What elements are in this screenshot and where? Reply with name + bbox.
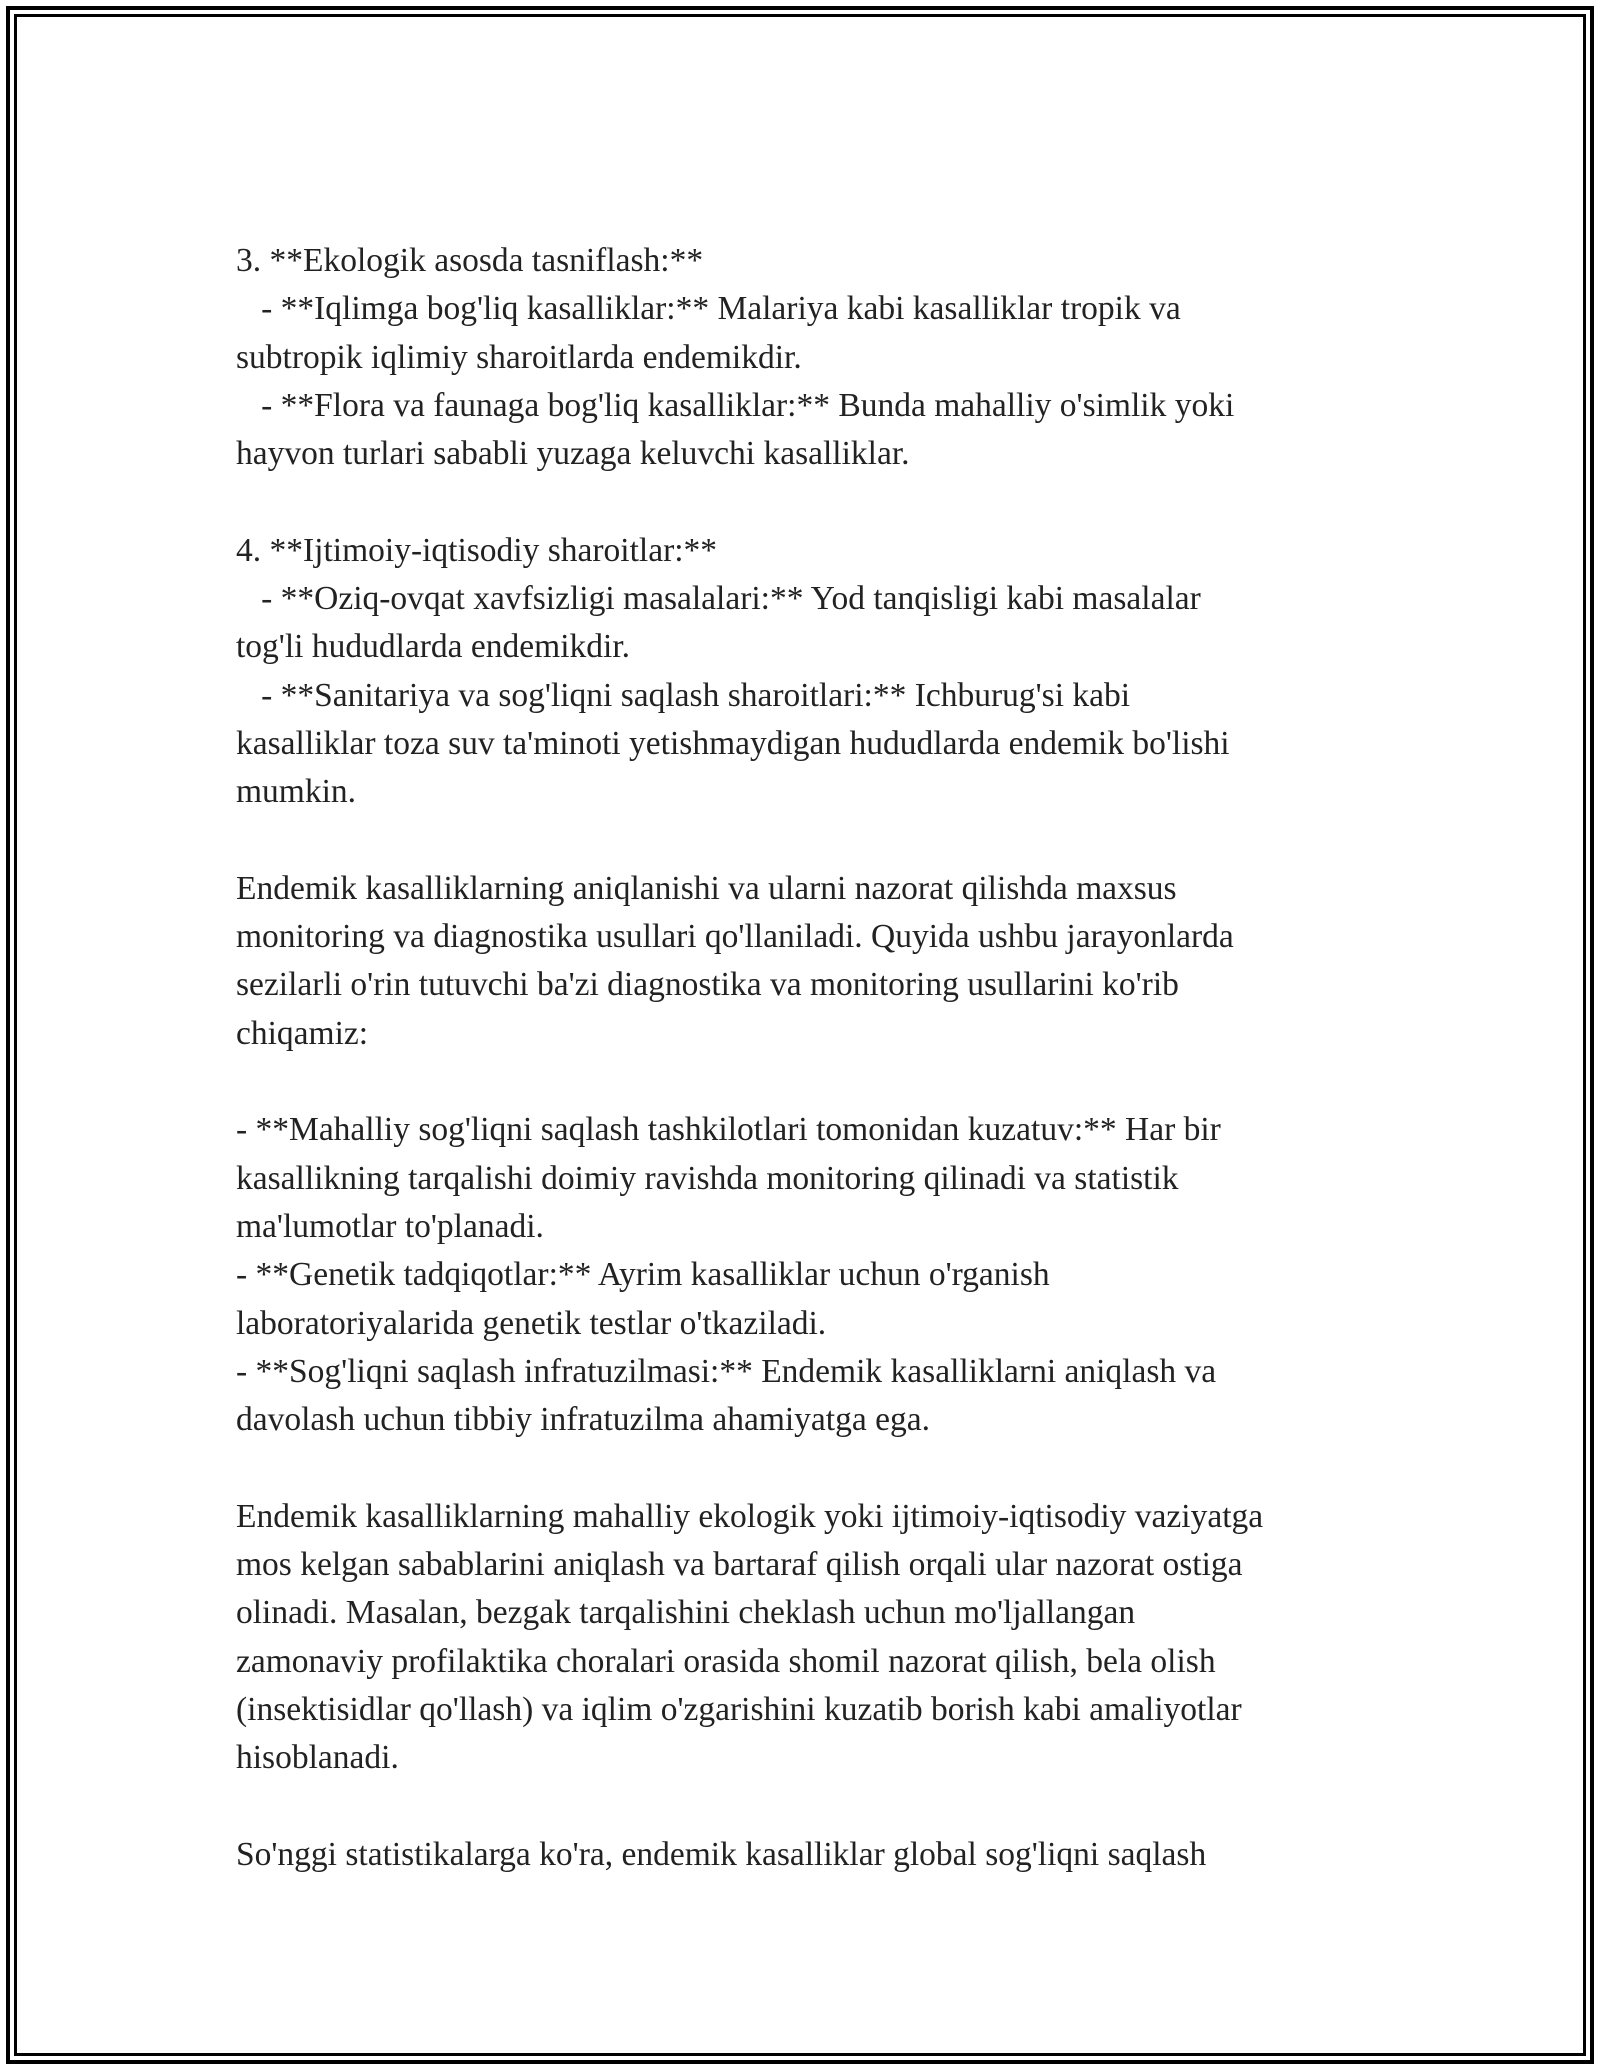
paragraph-line: sezilarli o'rin tutuvchi ba'zi diagnostika va monitoring usullarini ko'rib [236, 966, 1179, 1004]
list-item: - **Oziq-ovqat xavfsizligi masalalari:** Yod tanqisligi kabi masalalar [236, 580, 1201, 618]
paragraph-gap [236, 478, 1376, 526]
list-item-continuation: tog'li hududlarda endemikdir. [236, 628, 631, 666]
paragraph-line: olinadi. Masalan, bezgak tarqalishini cheklash uchun mo'ljallangan [236, 1594, 1136, 1632]
paragraph-line: mos kelgan sabablarini aniqlash va bartaraf qilish orqali ular nazorat ostiga [236, 1546, 1243, 1584]
paragraph-line: hisoblanadi. [236, 1739, 399, 1777]
paragraph-diagnostics-intro [236, 865, 1376, 1058]
paragraph-gap [236, 1783, 1376, 1831]
paragraph-gap [236, 1444, 1376, 1492]
paragraph-line: Endemik kasalliklarning mahalliy ekologik yoki ijtimoiy-iqtisodiy vaziyatga [236, 1497, 1264, 1535]
section-heading: 3. **Ekologik asosda tasniflash:** [236, 242, 704, 279]
list-item: - **Iqlimga bog'liq kasalliklar:** Malariya kabi kasalliklar tropik va [236, 290, 1181, 328]
list-item-continuation: hayvon turlari sababli yuzaga keluvchi kasalliklar. [236, 435, 910, 473]
paragraph-statistics [236, 1831, 1376, 1879]
section-heading: 4. **Ijtimoiy-iqtisodiy sharoitlar:** [236, 531, 718, 569]
section-socioeconomic-conditions [236, 527, 1376, 817]
paragraph-line: So'nggi statistikalarga ko'ra, endemik kasalliklar global sog'liqni saqlash [236, 1835, 1207, 1873]
list-item-continuation: mumkin. [236, 773, 357, 811]
list-item-continuation: kasallikning tarqalishi doimiy ravishda monitoring qilinadi va statistik [236, 1159, 1179, 1197]
list-item-continuation: laboratoriyalarida genetik testlar o'tkaziladi. [236, 1304, 827, 1342]
paragraph-line: Endemik kasalliklarning aniqlanishi va ularni nazorat qilishda maxsus [236, 869, 1177, 907]
list-monitoring-methods [236, 1106, 1376, 1444]
paragraph-gap [236, 817, 1376, 865]
section-ecological-classification [236, 237, 1376, 478]
list-item-continuation: ma'lumotlar to'planadi. [236, 1207, 544, 1245]
paragraph-line: (insektisidlar qo'llash) va iqlim o'zgarishini kuzatib borish kabi amaliyotlar [236, 1690, 1242, 1728]
document-body [236, 237, 1376, 1879]
paragraph-line: chiqamiz: [236, 1014, 369, 1052]
list-item: - **Genetik tadqiqotlar:** Ayrim kasalliklar uchun o'rganish [236, 1256, 1050, 1294]
list-item: - **Sog'liqni saqlash infratuzilmasi:** Endemik kasalliklarni aniqlash va [236, 1352, 1217, 1390]
list-item: - **Mahalliy sog'liqni saqlash tashkilotlari tomonidan kuzatuv:** Har bir [236, 1111, 1221, 1149]
list-item: - **Flora va faunaga bog'liq kasalliklar:** Bunda mahalliy o'simlik yoki [236, 386, 1235, 424]
list-item-continuation: kasalliklar toza suv ta'minoti yetishmaydigan hududlarda endemik bo'lishi [236, 724, 1230, 762]
list-item: - **Sanitariya va sog'liqni saqlash sharoitlari:** Ichburug'si kabi [236, 676, 1131, 714]
paragraph-disease-control [236, 1493, 1376, 1783]
list-item-continuation: subtropik iqlimiy sharoitlarda endemikdir. [236, 338, 802, 376]
list-item-continuation: davolash uchun tibbiy infratuzilma ahamiyatga ega. [236, 1401, 930, 1439]
paragraph-line: zamonaviy profilaktika choralari orasida shomil nazorat qilish, bela olish [236, 1642, 1216, 1680]
paragraph-gap [236, 1058, 1376, 1106]
paragraph-line: monitoring va diagnostika usullari qo'llaniladi. Quyida ushbu jarayonlarda [236, 918, 1234, 956]
